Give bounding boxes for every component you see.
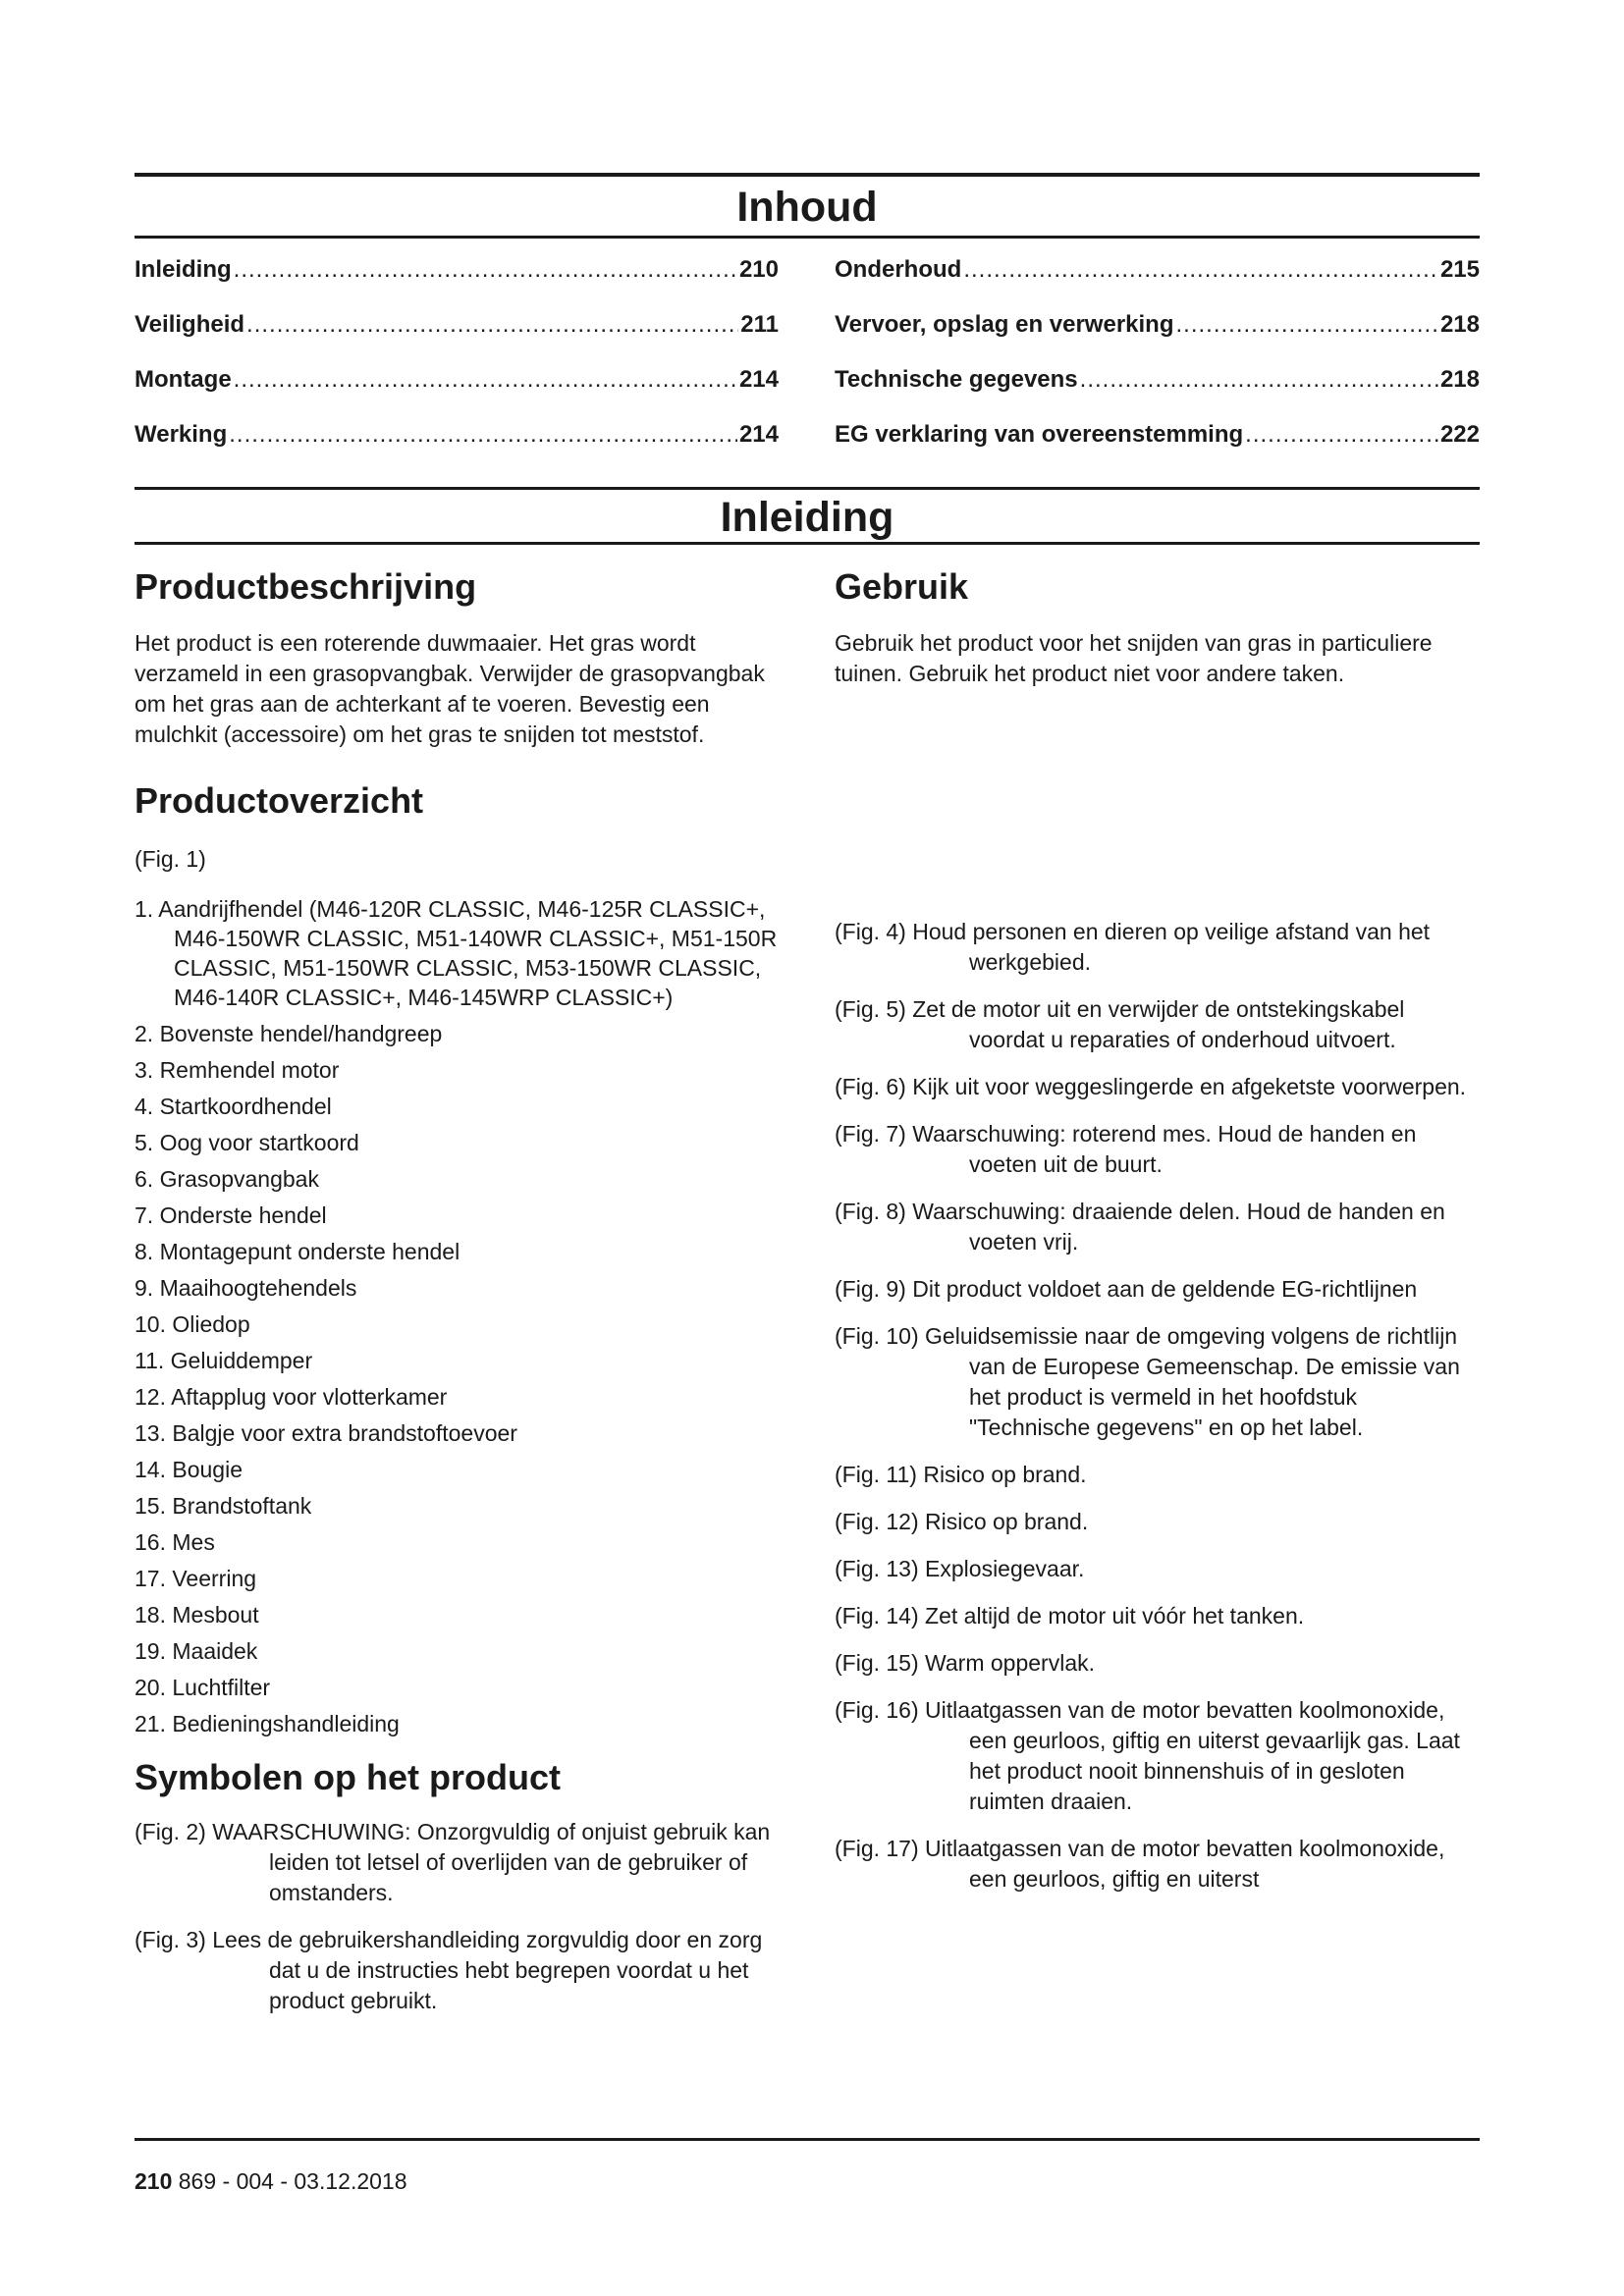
list-item: 3. Remhendel motor: [135, 1057, 340, 1083]
toc-entry-technische-gegevens[interactable]: Technische gegevens ..... 218: [835, 365, 1480, 395]
symbol-item-fig-11: (Fig. 11) Risico op brand.: [835, 1462, 1087, 1487]
right-column: [835, 561, 1483, 1892]
list-item: 4. Startkoordhendel: [135, 1094, 332, 1119]
toc-entry-veiligheid[interactable]: Veiligheid ..... 211: [135, 310, 779, 340]
list-item: 6. Grasopvangbak: [135, 1166, 319, 1192]
symbol-item-fig-13: (Fig. 13) Explosiegevaar.: [835, 1556, 1085, 1581]
list-item: 16. Mes: [135, 1529, 215, 1555]
toc-entry-eg-verklaring[interactable]: EG verklaring van overeenstemming ..... 222: [835, 420, 1480, 450]
symbol-item-fig-5: (Fig. 5) Zet de motor uit en verwijder de ontstekingskabel voordat u reparaties of onderhoud uitvoert.: [835, 996, 1405, 1052]
toc-entry-vervoer[interactable]: Vervoer, opslag en verwerking ..... 218: [835, 310, 1480, 340]
document-id: 869 - 004 - 03.12.2018: [178, 2168, 407, 2194]
manual-page: [135, 0, 1480, 2296]
list-item: 12. Aftapplug voor vlotterkamer: [135, 1384, 448, 1410]
list-item: 14. Bougie: [135, 1457, 243, 1482]
symbol-item-fig-6: (Fig. 6) Kijk uit voor weggeslingerde en afgeketste voorwerpen.: [835, 1074, 1467, 1099]
list-item: 13. Balgje voor extra brandstoftoevoer: [135, 1420, 517, 1446]
page-footer: [135, 2166, 407, 2196]
toc-entry-onderhoud[interactable]: Onderhoud ..... 215: [835, 255, 1480, 285]
footer-rule: [135, 2138, 1480, 2141]
symbol-item-fig-4: (Fig. 4) Houd personen en dieren op veilige afstand van het werkgebied.: [835, 919, 1431, 975]
left-column: [135, 561, 783, 2033]
list-item: 17. Veerring: [135, 1566, 257, 1591]
productoverzicht-heading: Productoverzicht: [135, 780, 424, 821]
list-item: 21. Bedieningshandleiding: [135, 1711, 400, 1736]
section-title-rule: [135, 542, 1480, 545]
list-item: 9. Maaihoogtehendels: [135, 1275, 357, 1301]
toc-title: Inhoud: [736, 184, 878, 231]
symbol-item-fig-15: (Fig. 15) Warm oppervlak.: [835, 1650, 1096, 1676]
list-item: 10. Oliedop: [135, 1311, 250, 1337]
list-item: 18. Mesbout: [135, 1602, 259, 1628]
symbols-left-list: [135, 1817, 783, 2016]
symbol-item-fig-9: (Fig. 9) Dit product voldoet aan de geldende EG-richtlijnen: [835, 1276, 1418, 1302]
toc-entry-montage[interactable]: Montage ..... 214: [135, 365, 779, 395]
gebruik-heading: Gebruik: [835, 566, 969, 607]
symbol-item-fig-10: (Fig. 10) Geluidsemissie naar de omgeving volgens de richtlijn van de Europese Gemeenschap. De emissie van het product is vermeld in het hoofdstuk "Technische gegevens" en op het label.: [835, 1323, 1460, 1440]
section-top-rule: [135, 487, 1480, 490]
list-item: 8. Montagepunt onderste hendel: [135, 1239, 460, 1264]
symbol-item-fig-3: (Fig. 3) Lees de gebruikershandleiding zorgvuldig door en zorg dat u de instructies hebt begrepen voordat u het product gebruikt.: [135, 1927, 763, 2013]
productbeschrijving-text: Het product is een roterende duwmaaier. Het gras wordt verzameld in een grasopvangbak. Verwijder de grasopvangbak om het gras aan de achterkant af te voeren. Bevestig een mulchkit (accessoire) om het gras te snijden tot meststof.: [135, 630, 765, 747]
list-item: 20. Luchtfilter: [135, 1675, 271, 1700]
symbols-right-list: [835, 917, 1483, 1911]
productbeschrijving-heading: Productbeschrijving: [135, 566, 477, 607]
symbol-item-fig-12: (Fig. 12) Risico op brand.: [835, 1509, 1089, 1534]
fig-1-reference: (Fig. 1): [135, 846, 206, 872]
top-rule: [135, 173, 1480, 177]
symbol-item-fig-8: (Fig. 8) Waarschuwing: draaiende delen. Houd de handen en voeten vrij.: [835, 1199, 1445, 1255]
list-item: 15. Brandstoftank: [135, 1493, 312, 1519]
toc-entry-inleiding[interactable]: Inleiding ..... 210: [135, 255, 779, 285]
section-title: Inleiding: [720, 494, 894, 541]
gebruik-text: Gebruik het product voor het snijden van gras in particuliere tuinen. Gebruik het product niet voor andere taken.: [835, 630, 1433, 686]
parts-list: [135, 894, 783, 1738]
symbolen-heading: Symbolen op het product: [135, 1757, 562, 1797]
toc-entry-werking[interactable]: Werking ..... 214: [135, 420, 779, 450]
toc-title-rule: [135, 236, 1480, 239]
page-number: 210: [135, 2168, 173, 2194]
list-item: 1. Aandrijfhendel (M46-120R CLASSIC, M46-125R CLASSIC+, M46-150WR CLASSIC, M51-140WR CLASSIC+, M51-150R CLASSIC, M51-150WR CLASSIC, M53-150WR CLASSIC, M46-140R CLASSIC+, M46-145WRP CLASSIC+): [135, 896, 778, 1010]
symbol-item-fig-16: (Fig. 16) Uitlaatgassen van de motor bevatten koolmonoxide, een geurloos, giftig en uiterst gevaarlijk gas. Laat het product nooit binnenshuis of in gesloten ruimten draaien.: [835, 1697, 1460, 1814]
symbol-item-fig-14: (Fig. 14) Zet altijd de motor uit vóór het tanken.: [835, 1603, 1305, 1629]
list-item: 2. Bovenste hendel/handgreep: [135, 1021, 443, 1046]
list-item: 11. Geluiddemper: [135, 1348, 313, 1373]
symbol-item-fig-7: (Fig. 7) Waarschuwing: roterend mes. Houd de handen en voeten uit de buurt.: [835, 1121, 1417, 1177]
list-item: 19. Maaidek: [135, 1638, 258, 1664]
list-item: 5. Oog voor startkoord: [135, 1130, 359, 1155]
symbol-item-fig-2: (Fig. 2) WAARSCHUWING: Onzorgvuldig of onjuist gebruik kan leiden tot letsel of overlijden van de gebruiker of omstanders.: [135, 1819, 771, 1905]
symbol-item-fig-17: (Fig. 17) Uitlaatgassen van de motor bevatten koolmonoxide, een geurloos, giftig en uiterst: [835, 1836, 1445, 1892]
list-item: 7. Onderste hendel: [135, 1202, 327, 1228]
